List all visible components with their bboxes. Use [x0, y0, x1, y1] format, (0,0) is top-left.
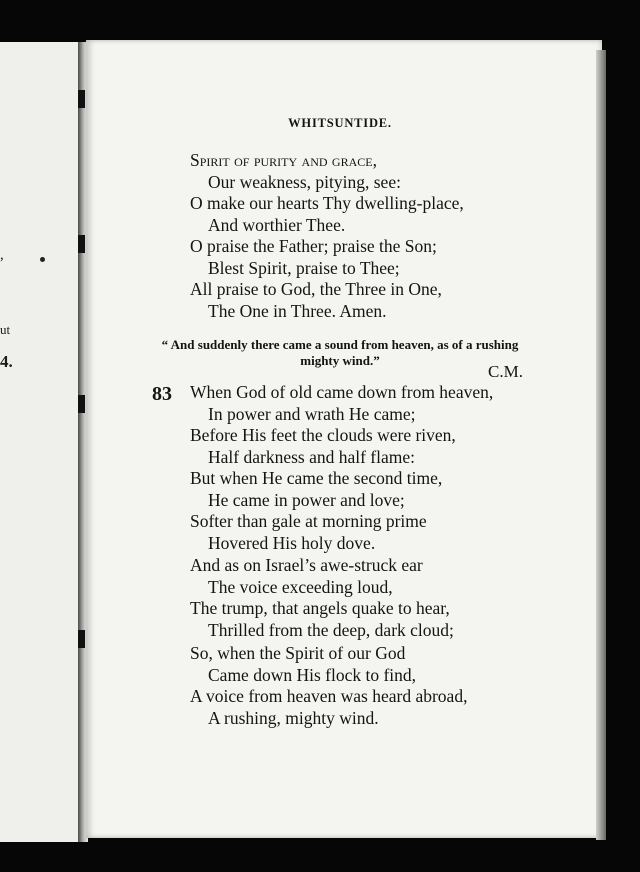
- spine-notch: [78, 235, 85, 253]
- stanza-top-1: [190, 150, 464, 236]
- verse-line: He came in power and love;: [208, 489, 405, 510]
- verse-line: Our weakness, pitying, see:: [208, 171, 401, 192]
- verse-line: When God of old came down from heaven,: [190, 382, 494, 402]
- hymn-stanza-4: [190, 643, 467, 729]
- epigraph: “ And suddenly there came a sound from heaven, as of a rushing mighty wind.”: [161, 337, 519, 368]
- verse-line: A rushing, mighty wind.: [208, 707, 379, 728]
- verse-line: Hovered His holy dove.: [208, 532, 376, 553]
- hymn-stanza-1: [190, 382, 493, 468]
- verse-line: So, when the Spirit of our God: [190, 643, 406, 663]
- verse-line: But when He came the second time,: [190, 468, 443, 488]
- left-page-fragment: ,: [0, 247, 4, 263]
- page-edge: [596, 50, 606, 840]
- verse-line: Before His feet the clouds were riven,: [190, 425, 456, 445]
- verse-line: O make our hearts Thy dwelling-place,: [190, 193, 464, 213]
- verse-line: A voice from heaven was heard abroad,: [190, 686, 468, 706]
- verse-line: Thrilled from the deep, dark cloud;: [208, 619, 454, 640]
- verse-line: Half darkness and half flame:: [208, 446, 416, 467]
- verse-line: In power and wrath He came;: [208, 403, 416, 424]
- left-page: [0, 42, 80, 842]
- hymn-stanza-2: [190, 468, 442, 554]
- stanza-top-2: [190, 236, 442, 322]
- left-page-mark: [40, 257, 45, 262]
- verse-line: And worthier Thee.: [208, 214, 346, 235]
- verse-line: Softer than gale at morning prime: [190, 511, 427, 531]
- verse-line: Blest Spirit, praise to Thee;: [208, 257, 400, 278]
- verse-line: The voice exceeding loud,: [208, 576, 393, 597]
- spine-notch: [78, 395, 85, 413]
- verse-line: The One in Three. Amen.: [208, 300, 387, 321]
- spine-notch: [78, 630, 85, 648]
- hymn-stanza-3: [190, 555, 454, 641]
- left-page-fragment: ut: [0, 322, 11, 337]
- verse-line: Spirit of purity and grace,: [190, 150, 377, 170]
- verse-line: O praise the Father; praise the Son;: [190, 236, 437, 256]
- verse-line: Came down His flock to find,: [208, 664, 417, 685]
- verse-line: The trump, that angels quake to hear,: [190, 598, 450, 618]
- left-page-fragment: 4.: [0, 352, 13, 371]
- verse-line: All praise to God, the Three in One,: [190, 279, 442, 299]
- spine-notch: [78, 90, 85, 108]
- meter-label: C.M.: [488, 362, 523, 381]
- running-head: WHITSUNTIDE.: [288, 116, 392, 130]
- hymn-number: 83: [152, 383, 172, 405]
- verse-line: And as on Israel’s awe-struck ear: [190, 555, 423, 575]
